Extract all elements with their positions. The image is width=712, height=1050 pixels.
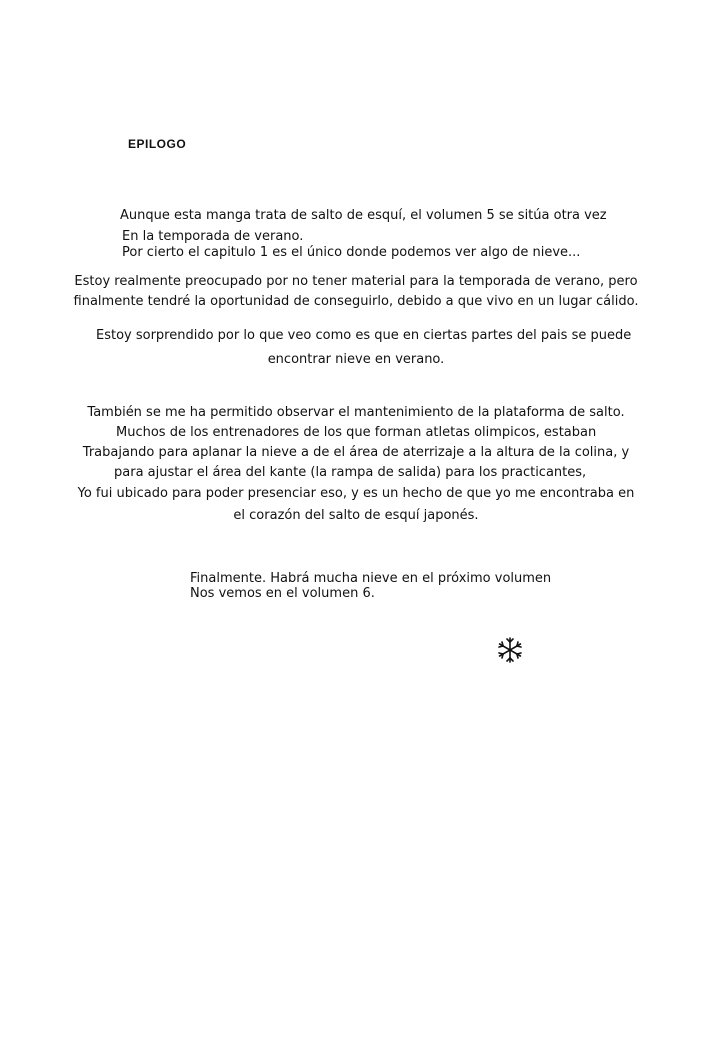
paragraph-4-line-4: para ajustar el área del kante (la rampa de salida) para los practicantes, (114, 465, 587, 480)
paragraph-1-line-3: Por cierto el capitulo 1 es el único donde podemos ver algo de nieve... (122, 245, 581, 260)
paragraph-3-line-1: Estoy sorprendido por lo que veo como es que en ciertas partes del pais se puede (96, 328, 632, 343)
paragraph-3-line-2: encontrar nieve en verano. (267, 352, 445, 367)
paragraph-5-line-1: Finalmente. Habrá mucha nieve en el próximo volumen (190, 571, 552, 586)
snowflake-icon (496, 636, 524, 664)
paragraph-4-line-2: Muchos de los entrenadores de los que forman atletas olimpicos, estaban (116, 425, 597, 440)
paragraph-1-line-1: Aunque esta manga trata de salto de esquí, el volumen 5 se sitúa otra vez (120, 208, 607, 223)
paragraph-4-line-1: También se me ha permitido observar el mantenimiento de la plataforma de salto. (87, 405, 625, 420)
page-title: EPILOGO (128, 137, 187, 151)
paragraph-4-line-3: Trabajando para aplanar la nieve a de el área de aterrizaje a la altura de la colina, y (82, 445, 630, 460)
paragraph-4-line-6: el corazón del salto de esquí japonés. (233, 508, 479, 523)
paragraph-5-line-2: Nos vemos en el volumen 6. (190, 586, 375, 601)
paragraph-2-line-1: Estoy realmente preocupado por no tener material para la temporada de verano, pero (74, 274, 638, 289)
paragraph-2-line-2: finalmente tendré la oportunidad de conseguirlo, debido a que vivo en un lugar cálido. (73, 294, 639, 309)
paragraph-4-line-5: Yo fui ubicado para poder presenciar eso, y es un hecho de que yo me encontraba en (77, 486, 635, 501)
paragraph-1-line-2: En la temporada de verano. (122, 229, 304, 244)
